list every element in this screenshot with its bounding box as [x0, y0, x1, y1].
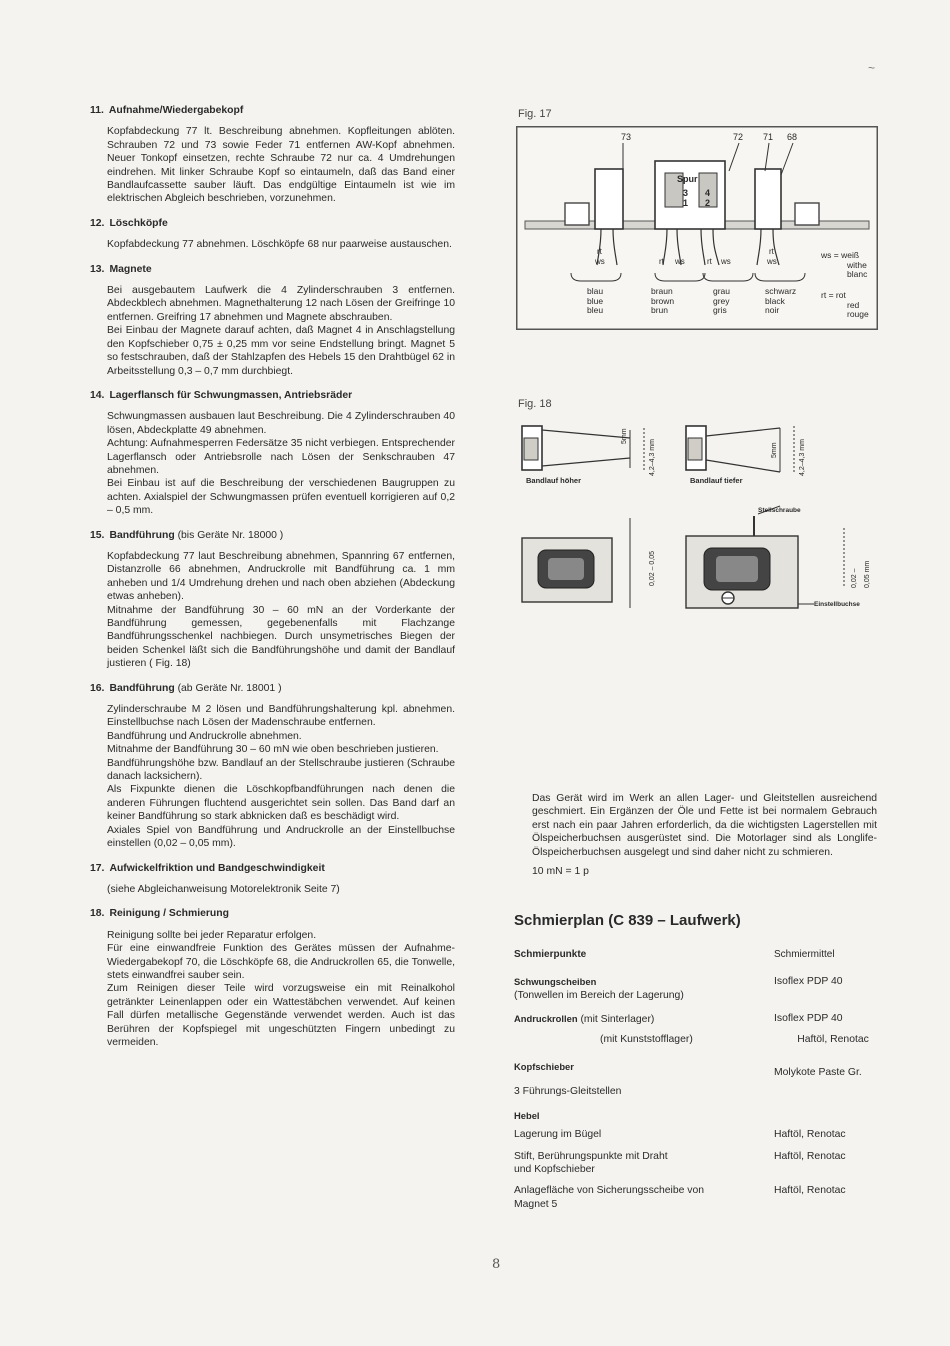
section-number: 14. — [90, 389, 105, 401]
point-note: (mit Sinterlager) — [580, 1014, 655, 1026]
intro-text: Das Gerät wird im Werk an allen Lager- und Gleitstellen ausreichend geschmiert. Ein Ergänzen der Öle und Fette ist bei normalem Gebrauch erst nach ein paar Jahren erforderlich, da die wichtigsten Lagerstellen mit Ölspeicherbuchsen ausgerüstet sind. Die Motorlager sind als Longlife-Ölspeicherbuchsen ausgelegt und sind daher nicht zu schmieren. — [532, 793, 877, 858]
callout-71: 71 — [763, 132, 774, 142]
point-label: Schwungscheiben — [514, 976, 597, 988]
unit-formula: 10 mN = 1 p — [532, 866, 589, 878]
left-bracket — [565, 203, 589, 225]
plan-header-row — [514, 948, 884, 961]
agent-label: Isoflex PDP 40 — [774, 976, 843, 988]
point-note: (Tonwellen im Bereich der Lagerung) — [514, 989, 684, 1001]
wire-label: rt — [597, 247, 602, 256]
label-stellschraube: Stellschraube — [758, 507, 801, 514]
section-text: Bei Einbau der Magnete darauf achten, daß Magnet 4 in Anschlagstellung den Kopfschieber 0,75 ± 0,25 mm vor seine Endstellung bringt. Magnet 5 so festschrauben, daß der Stahlzapfen des Hebels 15 den Drahtbügel 62 in Arbeitsstellung 0,3 – 0,7 mm durchbiegt. — [107, 325, 455, 377]
dim-gap-right: 0,02 – 0,05 mm — [851, 560, 872, 588]
section-title: Lagerflansch für Schwungmassen, Antriebsräder — [109, 389, 353, 401]
section-number: 15. — [90, 529, 105, 541]
legend-rt: rt = rot red rouge — [821, 290, 869, 319]
plan-row — [514, 1060, 884, 1079]
lubrication-intro — [532, 792, 877, 878]
pair-bracket — [755, 273, 805, 281]
fig17-label: Fig. 17 — [518, 108, 552, 120]
section-14 — [90, 389, 455, 518]
section-title: Bandführung — [109, 682, 175, 694]
leader-71 — [765, 143, 769, 171]
dim-range-left: 4,2–4,3 mm — [649, 439, 656, 476]
point-note: Anlagefläche von Sicherungsscheibe von Magnet 5 — [514, 1185, 705, 1210]
wire-label: rt — [659, 257, 664, 266]
section-18 — [90, 907, 455, 1049]
point-label: Hebel — [514, 1109, 540, 1121]
point-note: 3 Führungs-Gleitstellen — [514, 1086, 622, 1098]
section-15 — [90, 529, 455, 671]
right-bracket — [795, 203, 819, 225]
section-number: 17. — [90, 862, 105, 874]
track-4: 4 — [705, 188, 711, 198]
point-note: Stift, Berührungspunkte mit Draht und Kopfschieber — [514, 1150, 668, 1176]
section-note: (bis Geräte Nr. 18000 ) — [177, 529, 284, 541]
col-header-points: Schmierpunkte — [514, 949, 587, 960]
dim-5mm-right: 5mm — [771, 442, 778, 458]
leader-68 — [781, 143, 793, 175]
callout-72: 72 — [733, 132, 744, 142]
legend-ws: ws = weiß withe blanc — [821, 250, 868, 279]
section-text: Mitnahme der Bandführung 30 – 60 mN wie oben beschrieben justieren. — [107, 744, 439, 756]
instructions-column — [90, 104, 455, 1060]
track-2: 2 — [705, 198, 711, 208]
fig18-diagram — [518, 418, 878, 618]
section-text: Kopfabdeckung 77 laut Beschreibung abnehmen, Spannring 67 entfernen, Distanzrolle 66 abnehmen, Andruckrolle mit Bandführung ca. 1 mm anheben und 1/4 Umdrehung drehen und nach oben abziehen (Abdeckung etwas anheben). — [107, 550, 455, 603]
wire — [701, 229, 705, 265]
wire-label: ws — [675, 257, 685, 266]
pair-bracket — [703, 273, 753, 281]
plan-row — [514, 1085, 884, 1098]
section-text: Bei Einbau ist auf die Beschreibung der verschiedenen Baugruppen zu achten. Axialspiel der Schwungmassen prüfen eventuell korrigieren auf 0,2 – 0,5 mm. — [107, 478, 455, 517]
point-label: Andruckrollen — [514, 1013, 578, 1025]
section-number: 13. — [90, 263, 105, 275]
plan-row — [514, 1184, 884, 1211]
section-number: 18. — [90, 908, 105, 920]
section-text: Axiales Spiel von Bandführung und Andruckrolle an der Einstellbuchse einstellen (0,02 – 0,05 mm). — [107, 824, 455, 850]
section-number: 11. — [90, 105, 104, 116]
section-17 — [90, 862, 455, 897]
section-text: Bei ausgebautem Laufwerk die 4 Zylinderschrauben 3 entfernen. Abdeckblech abnehmen. Magnethalterung 12 nach Lösen der Greifringe 10 entfernen. Greifring 17 abnehmen und Magnete abschrauben. — [107, 285, 455, 323]
section-title: Bandführung — [109, 529, 175, 541]
erase-head-right — [755, 169, 781, 229]
corner-mark: ~ — [868, 61, 876, 75]
plan-row — [514, 1128, 884, 1141]
section-text: Kopfabdeckung 77 lt. Beschreibung abnehmen. Kopfleitungen ablöten. Schrauben 72 und 73 sowie Feder 71 entfernen AW-Kopf abnehmen. Neuer Tonkopf einsetzen, rechte Schraube 72 nur ca. 4 Umdrehungen eindrehen. Mit linker Schraube Kopf so eintaumeln, daß das Band einer Bandlaufcassette sauber läuft. Das endgültige Eintaumeln ist wie im elektrischen Abgleich beschrieben, vorzunehmen. — [107, 126, 455, 205]
agent-label: Isoflex PDP 40 — [774, 1013, 843, 1025]
color-group-2: braun brown brun — [651, 286, 675, 315]
section-text: Als Fixpunkte dienen die Löschkopfbandführungen nach denen die anderen Führungen fluchtend ausgerichtet sein sollen. Das Band darf an keiner Bandführung so stark abknicken daß es beschädigt wird. — [107, 784, 455, 823]
plan-row — [514, 975, 884, 988]
leader-72 — [729, 143, 739, 171]
section-12 — [90, 217, 455, 252]
callout-68: 68 — [787, 132, 798, 142]
agent-label: Haftöl, Renotac — [774, 1150, 846, 1162]
section-text: Für eine einwandfreie Funktion des Gerätes müssen der Aufnahme-Wiedergabekopf 70, die Löschköpfe 68, die Andruckrollen 65, die Tonwelle, stets einwandfrei sauber sein. — [107, 943, 455, 981]
color-group-4: schwarz black noir — [765, 286, 797, 315]
section-16 — [90, 682, 455, 851]
section-text: Reinigung sollte bei jeder Reparatur erfolgen. — [107, 929, 317, 941]
section-title: Magnete — [109, 263, 152, 275]
guide-arm-left — [542, 430, 630, 466]
color-group-3: grau grey gris — [713, 286, 731, 315]
section-text: Achtung: Aufnahmesperren Federsätze 35 nicht verbiegen. Entsprechender Lagerflansch oder Antriebsrolle nach Lösen der Senkschrauben 47 abnehmen. — [107, 438, 455, 476]
section-text: Kopfabdeckung 77 abnehmen. Löschköpfe 68 nur paarweise austauschen. — [107, 239, 452, 251]
plan-row — [514, 1012, 884, 1026]
agent-label: Haftöl, Renotac — [774, 1129, 846, 1141]
dim-5mm-left: 5mm — [621, 428, 628, 444]
lubrication-plan-table — [514, 948, 884, 1211]
spur-label: Spur — [677, 174, 698, 184]
pair-bracket — [655, 273, 705, 281]
section-note: (ab Geräte Nr. 18001 ) — [177, 682, 282, 694]
wire — [713, 229, 719, 265]
section-title: Reinigung / Schmierung — [109, 908, 229, 920]
section-text: Bandführung und Andruckrolle abnehmen. — [107, 730, 302, 742]
wire-label: ws — [767, 257, 777, 266]
plan-row — [514, 989, 884, 1002]
section-text: Zum Reinigen dieser Teile wird vorzugsweise ein mit Reinalkohol getränkter Leinenlappen oder ein Wattestäbchen verwendet. Auf keinen Fall dürfen metallische Gegenstände verwendet werden. Auch ist das Berühren der Kopfspiegel mit ungeschützten Fingern unbedingt zu vermeiden. — [107, 983, 455, 1048]
section-number: 12. — [90, 217, 105, 229]
caption-band-lower: Bandlauf tiefer — [690, 476, 743, 485]
callout-73: 73 — [621, 132, 632, 142]
section-text: Schwungmassen ausbauen laut Beschreibung. Die 4 Zylinderschrauben 40 lösen, Abdeckplatte 49 abnehmen. — [107, 411, 455, 436]
dim-range-right: 4,2–4,3 mm — [799, 439, 806, 476]
plan-row — [514, 1109, 884, 1122]
pinch-roller-hub-right — [716, 556, 758, 582]
agent-label: Haftöl, Renotac — [774, 1185, 846, 1197]
lubrication-plan-title: Schmierplan (C 839 – Laufwerk) — [514, 912, 741, 929]
pair-bracket — [571, 273, 621, 281]
section-11 — [90, 104, 455, 206]
wire — [757, 229, 761, 265]
section-number: 16. — [90, 682, 105, 694]
label-einstellbuchse: Einstellbuchse — [814, 601, 860, 608]
section-text: (siehe Abgleichanweisung Motorelektronik Seite 7) — [107, 883, 340, 895]
guide-slot-left — [524, 438, 538, 460]
section-text: Bandführungshöhe bzw. Bandlauf an der Stellschraube justieren (Schraube danach lacksichern). — [107, 757, 455, 783]
section-text: Zylinderschraube M 2 lösen und Bandführungshalterung kpl. abnehmen. Einstellbuchse nach Lösen der Madenschraube entfernen. — [107, 704, 455, 729]
agent-label: Molykote Paste Gr. — [774, 1067, 862, 1079]
bracket-group — [571, 273, 805, 281]
plan-row — [514, 1150, 884, 1177]
track-1: 1 — [683, 198, 689, 208]
wire-bundle — [597, 229, 779, 265]
wire-label: rt — [707, 257, 712, 266]
color-group-1: blau blue bleu — [587, 286, 604, 315]
erase-head-left — [595, 169, 623, 229]
col-header-agent: Schmiermittel — [774, 949, 835, 960]
caption-band-higher: Bandlauf höher — [526, 476, 582, 485]
track-3: 3 — [683, 188, 689, 198]
page-number: 8 — [492, 1257, 501, 1272]
agent-label: Haftöl, Renotac — [797, 1033, 869, 1045]
guide-slot-right — [688, 438, 702, 460]
section-title: Aufwickelfriktion und Bandgeschwindigkeit — [109, 862, 325, 874]
fig17-diagram — [516, 126, 878, 330]
dim-gap-left: 0,02 – 0,05 — [649, 550, 656, 586]
section-title: Aufnahme/Wiedergabekopf — [108, 105, 244, 116]
wire-label: ws — [721, 257, 731, 266]
section-13 — [90, 263, 455, 378]
wire-label: ws — [595, 257, 605, 266]
point-note: (mit Kunststofflager) — [600, 1033, 693, 1045]
fig18-label: Fig. 18 — [518, 398, 552, 410]
pinch-roller-hub-left — [548, 558, 584, 580]
wire — [613, 229, 617, 265]
plan-row — [514, 1033, 884, 1046]
tape-guide-adjustment-diagram — [518, 418, 878, 618]
point-label: Kopfschieber — [514, 1061, 574, 1073]
wire-label: rt — [769, 247, 774, 256]
section-text: Mitnahme der Bandführung 30 – 60 mN an der Vorderkante der Bandführung gemessen, gegebenenfalls mit Flachzange Bandführungsschenkel nachbiegen. Durch unsymetrisches Biegen der beiden Schenkel läßt sich die Bandführungshöhe und damit der Bandlauf justieren ( Fig. 18) — [107, 604, 455, 670]
section-title: Löschköpfe — [109, 217, 168, 229]
point-note: Lagerung im Bügel — [514, 1129, 602, 1141]
